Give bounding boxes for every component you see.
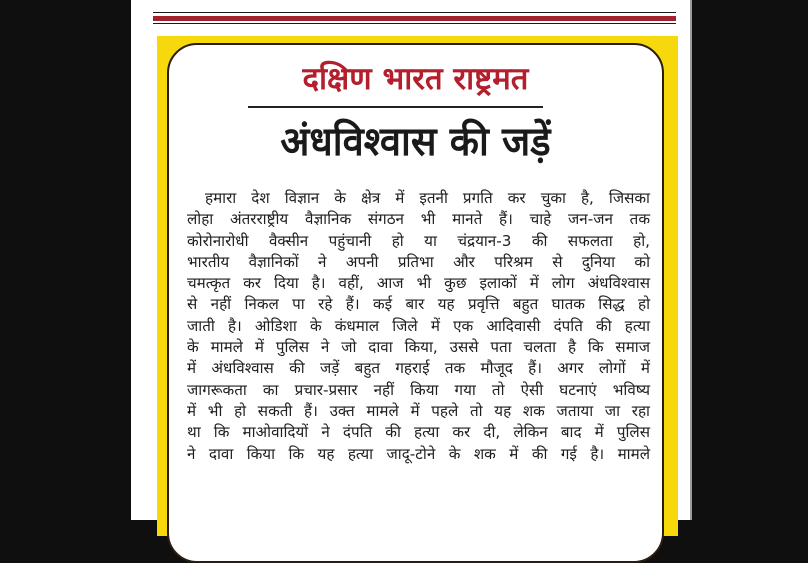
body-line: में अंधविश्वास की जड़ें बहुत गहराई तक मौजूद हैं। अगर लोगों में <box>187 359 650 378</box>
newspaper-page <box>131 0 692 520</box>
editorial-panel <box>157 36 678 536</box>
body-line: के मामले में पुलिस ने जो दावा किया, उससे पता चलता है कि समाज <box>187 338 650 357</box>
masthead-divider <box>248 106 543 108</box>
body-line: से नहीं निकल पा रहे हैं। कई बार यह प्रवृत्ति बहुत घातक सिद्ध हो <box>187 295 650 314</box>
body-line: लोहा अंतरराष्ट्रीय वैज्ञानिक संगठन भी मानते हैं। चाहे जन-जन तक <box>187 210 650 229</box>
top-rule-thick <box>153 16 676 21</box>
article-headline: अंधविश्वास की जड़ें <box>280 119 551 165</box>
body-line: कोरोनारोधी वैक्सीन पहुंचानी हो या चंद्रयान-3 की सफलता हो, <box>187 231 650 250</box>
body-line: में भी हो सकती हैं। उक्त मामले में पहले तो यह शक जताया जा रहा <box>187 401 650 420</box>
body-line: था कि माओवादियों ने दंपति की हत्या कर दी, लेकिन बाद में पुलिस <box>187 423 650 442</box>
body-line: हमारा देश विज्ञान के क्षेत्र में इतनी प्रगति कर चुका है, जिसका <box>205 189 650 207</box>
body-line: जागरूकता का प्रचार-प्रसार नहीं किया गया तो ऐसी घटनाएं भविष्य <box>187 380 650 399</box>
body-line: ने दावा किया कि यह हत्या जादू-टोने के शक में की गई है। मामले <box>187 444 650 463</box>
body-line: जाती है। ओडिशा के कंधमाल जिले में एक आदिवासी दंपति की हत्या <box>187 316 650 335</box>
top-rule-thin <box>153 12 676 13</box>
article-body <box>187 188 650 465</box>
masthead-title: दक्षिण भारत राष्ट्रमत <box>302 61 529 97</box>
body-line: चमत्कृत कर दिया है। वहीं, आज भी कुछ इलाकों में लोग अंधविश्वास <box>187 274 650 293</box>
body-line: भारतीय वैज्ञानिकों ने अपनी प्रतिभा और परिश्रम से दुनिया को <box>187 252 650 271</box>
editorial-box <box>167 43 664 563</box>
bottom-rule-thin <box>153 23 676 24</box>
